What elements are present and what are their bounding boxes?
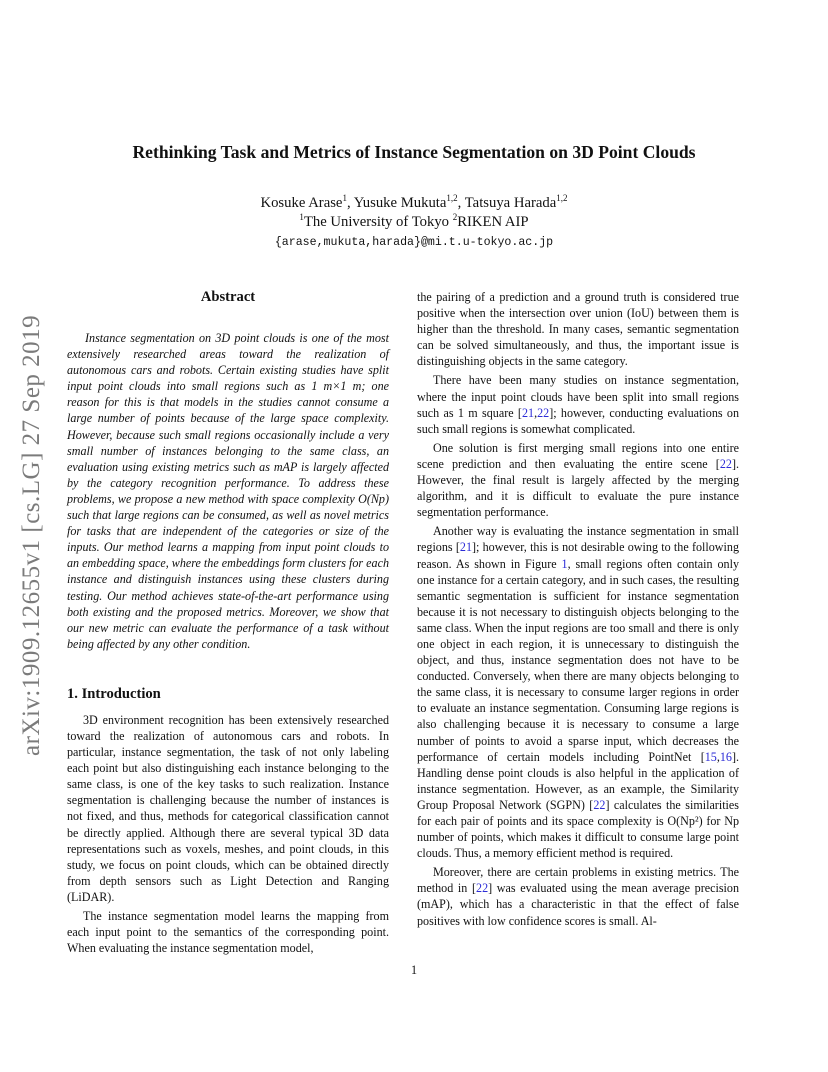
affiliation-mark: 2 bbox=[452, 212, 458, 222]
author-list: Kosuke Arase$^1$, Yusuke Mukuta$^{1,2}$, Tatsuya Harada$^{1,2}$ bbox=[260, 193, 568, 211]
author-email: {arase,mukuta,harada}@mi.t.u-tokyo.ac.jp bbox=[274, 236, 554, 249]
body-paragraph: Another way is evaluating the instance segmentation in small regions [21]; however, this is not desirable owing to the following reason. As shown in Figure 1, small regions often contain only one instance for a certain category, and in such cases, the resulting semantic segmentation is sufficient for instance segmentation because it is not necessary to distinguish objects belonging to the same class. When the input regions are too small and there is only one object in each region, it is unnecessary to distinguish the object, and thus, instance segmentation does not have to be conducted. Conversely, when there are many objects belonging to the same class, it is necessary to consume larger regions in order to evaluate an instance segmentation. Consuming large regions is also challenging because it is necessary to consume a large number of points to avoid a sparse input, which decreases the performance of certain models including PointNet [15,16]. Handling dense point clouds is also helpful in the application of instance segmentation. However, as an example, the Similarity Group Proposal Network (SGPN) [22] calculates the similarities for each pair of points and its space complexity is O(Np²) for Np number of points, which makes it difficult to consume large point clouds. Thus, a memory efficient method is required. bbox=[417, 524, 739, 861]
citation-link[interactable]: 22 bbox=[476, 881, 489, 896]
citation-link[interactable]: 21 bbox=[521, 405, 535, 420]
arxiv-watermark: arXiv:1909.12655v1 [cs.LG] 27 Sep 2019 bbox=[18, 314, 45, 756]
abstract-text: Instance segmentation on 3D point clouds is one of the most extensively researched areas toward the realization of autonomous cars and robots. Certain existing studies have split input point clouds into small regions such as 1 m×1 m; one reason for this is that models in the studies cannot consume a large number of points because of the large space complexity. However, because such small regions occasionally include a very small number of instances belonging to the same class, an evaluation using existing metrics such as mAP is largely affected by the category recognition performance. To address these problems, we propose a new method with space complexity O(Np) such that large regions can be consumed, as well as novel metrics for tasks that are independent of the categories or size of the inputs. Our method learns a mapping from input point clouds to an embedding space, where the embeddings form clusters for each instance and distinguish instances using these clusters during testing. Our method achieves state-of-the-art performance using both existing and the proposed metrics. Moreover, we show that our new metric can evaluate the performance of a task without being affected by any other condition. bbox=[67, 331, 389, 651]
text-run: , small regions often contain only one instance for a certain category, and in such cases, the resulting semantic segmentation is sufficient for instance segmentation because it is not necessary to distinguish objects belonging to the same class. When the input regions are too small and there is only one object in each region, it is unnecessary to distinguish the object, and thus, instance segmentation does not have to be conducted. Conversely, when there are many objects belonging to the same class, it is necessary to consume larger regions in order to evaluate an instance segmentation. Consuming large regions is also challenging because it is necessary to consume a large number of points to avoid a sparse input, which decreases the performance of certain models including PointNet [ bbox=[417, 556, 739, 764]
citation-link[interactable]: 16 bbox=[719, 749, 732, 764]
right-column bbox=[417, 289, 739, 929]
author-name: Tatsuya Harada bbox=[464, 195, 557, 211]
author-name: Yusuke Mukuta bbox=[353, 195, 447, 211]
text-run: ] was evaluated using the mean average precision (mAP), which has a characteristic in that the effect of false positives with low confidence scores is small. Al- bbox=[417, 881, 739, 928]
figure-reference-link[interactable]: 1 bbox=[561, 556, 568, 571]
abstract-heading: Abstract bbox=[200, 289, 256, 305]
citation-link[interactable]: 22 bbox=[537, 405, 550, 420]
citation-link[interactable]: 15 bbox=[704, 749, 717, 764]
body-paragraph bbox=[417, 440, 739, 520]
body-paragraph: There have been many studies on instance segmentation, where the input point clouds have been split into small regions such as 1 m square [21,22]; however, conducting evaluations on such small regions is somewhat complicated. bbox=[417, 373, 739, 436]
author-affiliation-mark: 1,2 bbox=[556, 193, 568, 203]
page-number: 1 bbox=[410, 963, 418, 977]
author-name: Kosuke Arase bbox=[260, 195, 343, 211]
body-paragraph: the pairing of a prediction and a ground truth is considered true positive when the intersection over union (IoU) between them is higher than the threshold. In many cases, semantic segmentation can be solved simultaneously, and thus, the important issue is distinguishing objects in the same category. bbox=[417, 290, 739, 369]
text-run: ]; however, this is not desirable owing to the following reason. As shown in Figure bbox=[417, 540, 739, 571]
affiliations bbox=[60, 214, 768, 231]
author-affiliation-mark: 1,2 bbox=[446, 193, 458, 203]
text-run: One solution is first merging small regions into one entire scene prediction and then evaluating the entire scene [ bbox=[417, 440, 739, 471]
left-column bbox=[67, 289, 389, 956]
affiliation-name: RIKEN AIP bbox=[457, 214, 529, 230]
body-paragraph bbox=[417, 864, 739, 928]
affiliation-mark: 1 bbox=[299, 212, 304, 222]
text-run: ]. Handling dense point clouds is also helpful in the application of instance segmentation. However, as an example, the Similarity Group Proposal Network (SGPN) [ bbox=[417, 749, 739, 812]
citation-link[interactable]: 21 bbox=[459, 540, 472, 555]
affiliation-name: The University of Tokyo bbox=[303, 214, 450, 230]
text-run: ]. However, the final result is largely affected by the merging algorithm, and it is difficult to evaluate the pure instance segmentation performance. bbox=[417, 456, 739, 520]
section-heading-introduction: 1. Introduction bbox=[67, 685, 161, 702]
text-run: ] calculates the similarities for each pair of points and its space complexity is O(Np²) for Np number of points, which makes it difficult to consume large point clouds. Thus, a memory efficient method is required. bbox=[417, 797, 739, 861]
paper-title: Rethinking Task and Metrics of Instance Segmentation on 3D Point Clouds bbox=[132, 142, 696, 162]
citation-link[interactable]: 22 bbox=[719, 456, 732, 471]
text-run: Moreover, there are certain problems in existing metrics. The method in [ bbox=[417, 865, 739, 896]
text-run: Another way is evaluating the instance segmentation in small regions [ bbox=[417, 524, 739, 555]
intro-paragraph: 3D environment recognition has been extensively researched toward the realization of autonomous cars and robots. In particular, instance segmentation, the task of not only labeling each point but also distinguishing each instance belonging to the same class, is one of the key tasks to such realization. Instance segmentation is challenging because the number of instances is not fixed, and thus, methods for categorical classification cannot be directly applied. Although there are several typical 3D data representations such as voxels, meshes, and point clouds, in this study, we focus on point clouds, which can be obtained directly from depth sensors such as Light Detection and Ranging (LiDAR). bbox=[67, 712, 389, 904]
citation-link[interactable]: 22 bbox=[593, 797, 606, 812]
intro-paragraph: The instance segmentation model learns the mapping from each input point to the semantics of the corresponding point. When evaluating the instance segmentation model, bbox=[67, 909, 389, 956]
author-affiliation-mark: 1 bbox=[342, 193, 347, 203]
text-run: There have been many studies on instance segmentation, where the input point clouds have been split into small regions such as 1 m square [ bbox=[417, 373, 739, 420]
text-run: ]; however, conducting evaluations on such small regions is somewhat complicated. bbox=[417, 405, 739, 436]
